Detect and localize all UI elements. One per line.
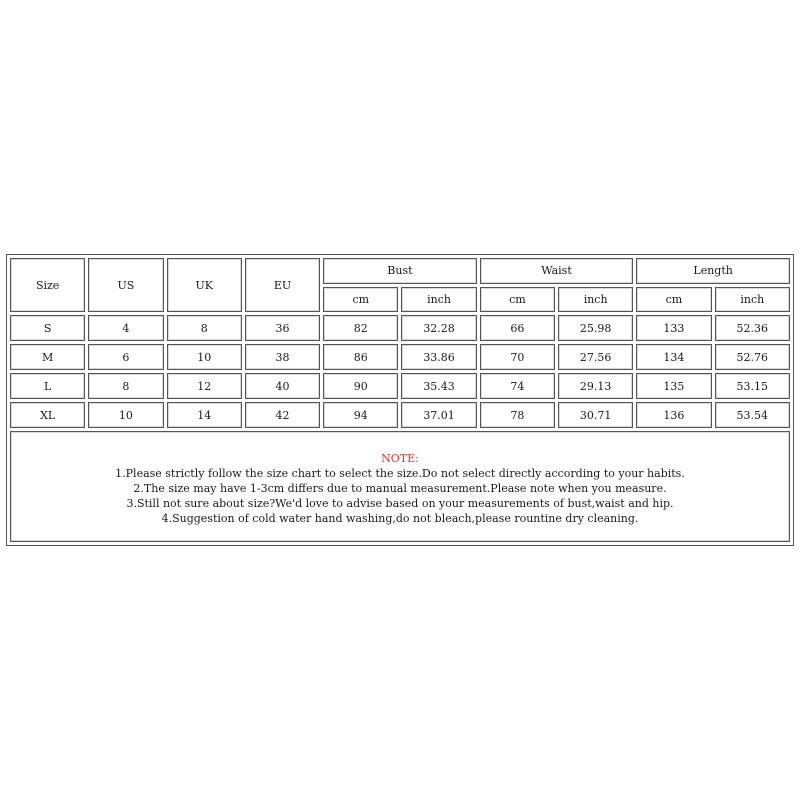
cell-length-cm: 135 [636, 373, 711, 399]
unit-bust-cm: cm [323, 287, 398, 313]
header-waist: Waist [480, 258, 634, 284]
header-us: US [88, 258, 163, 312]
note-title: NOTE: [381, 452, 419, 465]
header-uk: UK [167, 258, 242, 312]
cell-waist-cm: 74 [480, 373, 555, 399]
cell-length-inch: 52.76 [715, 344, 790, 370]
cell-us: 6 [88, 344, 163, 370]
cell-bust-inch: 33.86 [401, 344, 476, 370]
note-box [10, 431, 790, 542]
unit-length-cm: cm [636, 287, 711, 313]
cell-size: M [10, 344, 85, 370]
unit-bust-inch: inch [401, 287, 476, 313]
cell-size: XL [10, 402, 85, 428]
cell-waist-cm: 70 [480, 344, 555, 370]
cell-bust-inch: 37.01 [401, 402, 476, 428]
cell-bust-cm: 82 [323, 315, 398, 341]
cell-uk: 10 [167, 344, 242, 370]
note-line-4: 4.Suggestion of cold water hand washing,do not bleach,please rountine dry cleaning. [161, 512, 639, 525]
header-row-top [10, 258, 790, 284]
cell-length-inch: 53.54 [715, 402, 790, 428]
cell-waist-inch: 30.71 [558, 402, 633, 428]
cell-size: S [10, 315, 85, 341]
unit-waist-cm: cm [480, 287, 555, 313]
cell-eu: 40 [245, 373, 320, 399]
table-row [10, 315, 790, 341]
table-row [10, 402, 790, 428]
unit-length-inch: inch [715, 287, 790, 313]
cell-uk: 12 [167, 373, 242, 399]
cell-eu: 36 [245, 315, 320, 341]
header-eu: EU [245, 258, 320, 312]
cell-waist-cm: 78 [480, 402, 555, 428]
cell-length-cm: 133 [636, 315, 711, 341]
cell-length-cm: 134 [636, 344, 711, 370]
cell-size: L [10, 373, 85, 399]
cell-eu: 42 [245, 402, 320, 428]
cell-bust-cm: 86 [323, 344, 398, 370]
cell-length-inch: 52.36 [715, 315, 790, 341]
unit-waist-inch: inch [558, 287, 633, 313]
note-line-1: 1.Please strictly follow the size chart to select the size.Do not select directly according to your habits. [115, 467, 685, 480]
cell-waist-cm: 66 [480, 315, 555, 341]
header-bust: Bust [323, 258, 477, 284]
cell-length-cm: 136 [636, 402, 711, 428]
cell-us: 10 [88, 402, 163, 428]
cell-uk: 14 [167, 402, 242, 428]
note-line-2: 2.The size may have 1-3cm differs due to manual measurement.Please note when you measure. [133, 482, 667, 495]
cell-bust-cm: 90 [323, 373, 398, 399]
cell-waist-inch: 25.98 [558, 315, 633, 341]
note-line-3: 3.Still not sure about size?We'd love to advise based on your measurements of bust,waist and hip. [126, 497, 674, 510]
cell-bust-inch: 32.28 [401, 315, 476, 341]
table-row [10, 344, 790, 370]
cell-length-inch: 53.15 [715, 373, 790, 399]
size-chart [6, 254, 794, 546]
cell-us: 4 [88, 315, 163, 341]
cell-uk: 8 [167, 315, 242, 341]
size-table [7, 255, 793, 431]
header-length: Length [636, 258, 790, 284]
cell-bust-cm: 94 [323, 402, 398, 428]
cell-us: 8 [88, 373, 163, 399]
cell-waist-inch: 27.56 [558, 344, 633, 370]
cell-bust-inch: 35.43 [401, 373, 476, 399]
table-row [10, 373, 790, 399]
cell-eu: 38 [245, 344, 320, 370]
cell-waist-inch: 29.13 [558, 373, 633, 399]
header-size: Size [10, 258, 85, 312]
